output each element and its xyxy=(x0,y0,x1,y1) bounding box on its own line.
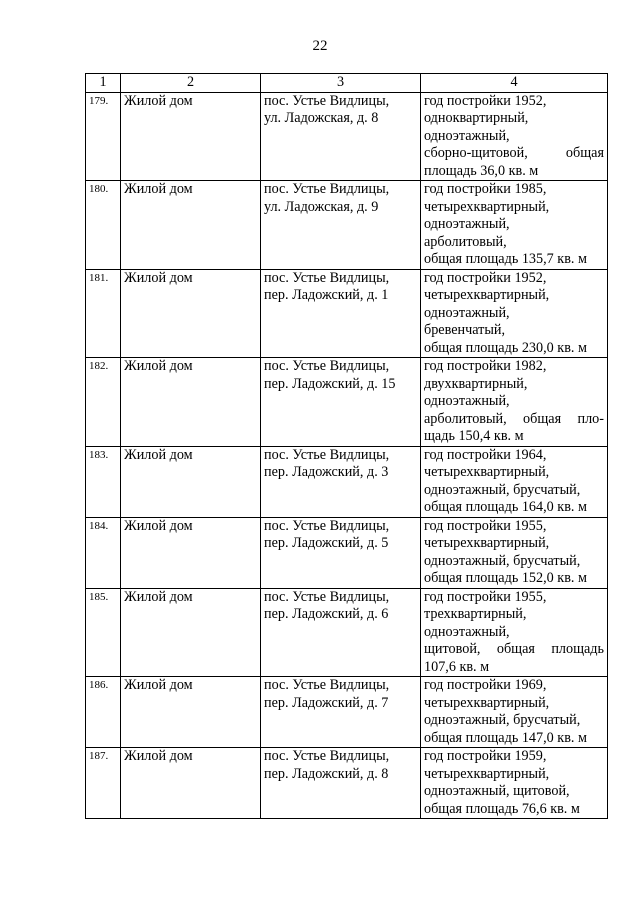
address-line: пер. Ладожский, д. 1 xyxy=(264,287,389,303)
object-description xyxy=(421,588,608,677)
description-line: двухквартирный, xyxy=(424,375,528,392)
object-address xyxy=(261,677,421,748)
column-header-1: 1 xyxy=(86,74,121,93)
address-line: пер. Ладожский, д. 7 xyxy=(264,694,389,711)
object-description xyxy=(421,446,608,517)
table-row xyxy=(86,181,608,270)
object-name: Жилой дом xyxy=(121,677,261,748)
object-description xyxy=(421,677,608,748)
address-line: пос. Устье Видлицы, xyxy=(264,269,390,286)
description-line: площадь 36,0 кв. м xyxy=(424,162,539,179)
object-name: Жилой дом xyxy=(121,446,261,517)
address-line: ул. Ладожская, д. 9 xyxy=(264,198,379,215)
row-number: 180. xyxy=(86,181,121,270)
page-number: 22 xyxy=(312,38,328,54)
address-line: пос. Устье Видлицы, xyxy=(264,92,390,109)
description-line: четырехквартирный, xyxy=(424,198,550,215)
table-row xyxy=(86,677,608,748)
object-address xyxy=(261,446,421,517)
description-line: одноэтажный, брусчатый, xyxy=(424,712,581,728)
object-name: Жилой дом xyxy=(121,92,261,181)
column-header-2: 2 xyxy=(121,74,261,93)
description-line: сборно-щитовой, общая xyxy=(424,145,604,161)
table-row xyxy=(86,92,608,181)
row-number: 183. xyxy=(86,446,121,517)
description-line: общая площадь 230,0 кв. м xyxy=(424,339,587,356)
object-name: Жилой дом xyxy=(121,517,261,588)
description-line: год постройки 1955, xyxy=(424,517,547,534)
row-number: 182. xyxy=(86,358,121,447)
description-line: 107,6 кв. м xyxy=(424,658,490,675)
table-row xyxy=(86,358,608,447)
object-description xyxy=(421,92,608,181)
object-name: Жилой дом xyxy=(121,181,261,270)
object-address xyxy=(261,588,421,677)
address-line: пос. Устье Видлицы, xyxy=(264,748,390,764)
object-address xyxy=(261,358,421,447)
description-line: год постройки 1964, xyxy=(424,446,547,463)
table-row xyxy=(86,446,608,517)
description-line: год постройки 1959, xyxy=(424,748,547,764)
description-line: трехквартирный, xyxy=(424,606,527,622)
description-line: одноэтажный, xyxy=(424,216,510,232)
description-line: одноэтажный, xyxy=(424,623,510,640)
object-address xyxy=(261,181,421,270)
object-description xyxy=(421,269,608,358)
table-row xyxy=(86,517,608,588)
row-number: 181. xyxy=(86,269,121,358)
object-description xyxy=(421,358,608,447)
description-line: общая площадь 135,7 кв. м xyxy=(424,251,587,267)
address-line: ул. Ладожская, д. 8 xyxy=(264,110,379,126)
object-address xyxy=(261,748,421,819)
description-line: четырехквартирный, xyxy=(424,464,550,480)
object-name: Жилой дом xyxy=(121,269,261,358)
object-name: Жилой дом xyxy=(121,748,261,819)
description-line: общая площадь 76,6 кв. м xyxy=(424,800,580,817)
object-name: Жилой дом xyxy=(121,358,261,447)
description-line: четырехквартирный, xyxy=(424,287,550,303)
address-line: пос. Устье Видлицы, xyxy=(264,588,390,605)
description-line: общая площадь 152,0 кв. м xyxy=(424,570,587,586)
object-description xyxy=(421,517,608,588)
object-address xyxy=(261,92,421,181)
description-line: общая площадь 164,0 кв. м xyxy=(424,499,587,515)
address-line: пос. Устье Видлицы, xyxy=(264,517,390,534)
description-line: год постройки 1969, xyxy=(424,677,547,693)
description-line: одноквартирный, xyxy=(424,110,529,126)
object-description xyxy=(421,181,608,270)
description-line: щитовой, общая площадь xyxy=(424,641,604,657)
description-line: арболитовый, общая пло- xyxy=(424,410,604,427)
address-line: пос. Устье Видлицы, xyxy=(264,181,390,197)
description-line: одноэтажный, xyxy=(424,393,510,409)
table-header-row xyxy=(86,74,608,93)
description-line: одноэтажный, xyxy=(424,304,510,321)
column-header-3: 3 xyxy=(261,74,421,93)
description-line: одноэтажный, щитовой, xyxy=(424,783,570,799)
housing-registry-table xyxy=(85,73,608,819)
object-address xyxy=(261,517,421,588)
address-line: пер. Ладожский, д. 15 xyxy=(264,375,396,392)
column-header-4: 4 xyxy=(421,74,608,93)
description-line: одноэтажный, брусчатый, xyxy=(424,552,581,569)
table-row xyxy=(86,748,608,819)
description-line: четырехквартирный, xyxy=(424,765,550,782)
object-description xyxy=(421,748,608,819)
row-number: 186. xyxy=(86,677,121,748)
address-line: пос. Устье Видлицы, xyxy=(264,358,390,374)
address-line: пер. Ладожский, д. 5 xyxy=(264,535,389,551)
description-line: год постройки 1952, xyxy=(424,92,547,109)
row-number: 179. xyxy=(86,92,121,181)
address-line: пос. Устье Видлицы, xyxy=(264,677,390,693)
description-line: четырехквартирный, xyxy=(424,535,550,551)
description-line: бревенчатый, xyxy=(424,322,506,338)
table-body xyxy=(86,92,608,819)
address-line: пер. Ладожский, д. 3 xyxy=(264,464,389,480)
address-line: пер. Ладожский, д. 6 xyxy=(264,606,389,622)
description-line: одноэтажный, брусчатый, xyxy=(424,481,581,498)
table-row xyxy=(86,588,608,677)
description-line: год постройки 1982, xyxy=(424,358,547,374)
table-row xyxy=(86,269,608,358)
description-line: арболитовый, xyxy=(424,233,507,250)
object-address xyxy=(261,269,421,358)
address-line: пер. Ладожский, д. 8 xyxy=(264,765,389,782)
description-line: одноэтажный, xyxy=(424,127,510,144)
description-line: общая площадь 147,0 кв. м xyxy=(424,729,587,746)
row-number: 184. xyxy=(86,517,121,588)
description-line: четырехквартирный, xyxy=(424,694,550,711)
object-name: Жилой дом xyxy=(121,588,261,677)
address-line: пос. Устье Видлицы, xyxy=(264,446,390,463)
description-line: щадь 150,4 кв. м xyxy=(424,428,524,444)
row-number: 187. xyxy=(86,748,121,819)
description-line: год постройки 1985, xyxy=(424,181,547,197)
description-line: год постройки 1952, xyxy=(424,269,547,286)
row-number: 185. xyxy=(86,588,121,677)
description-line: год постройки 1955, xyxy=(424,588,547,605)
